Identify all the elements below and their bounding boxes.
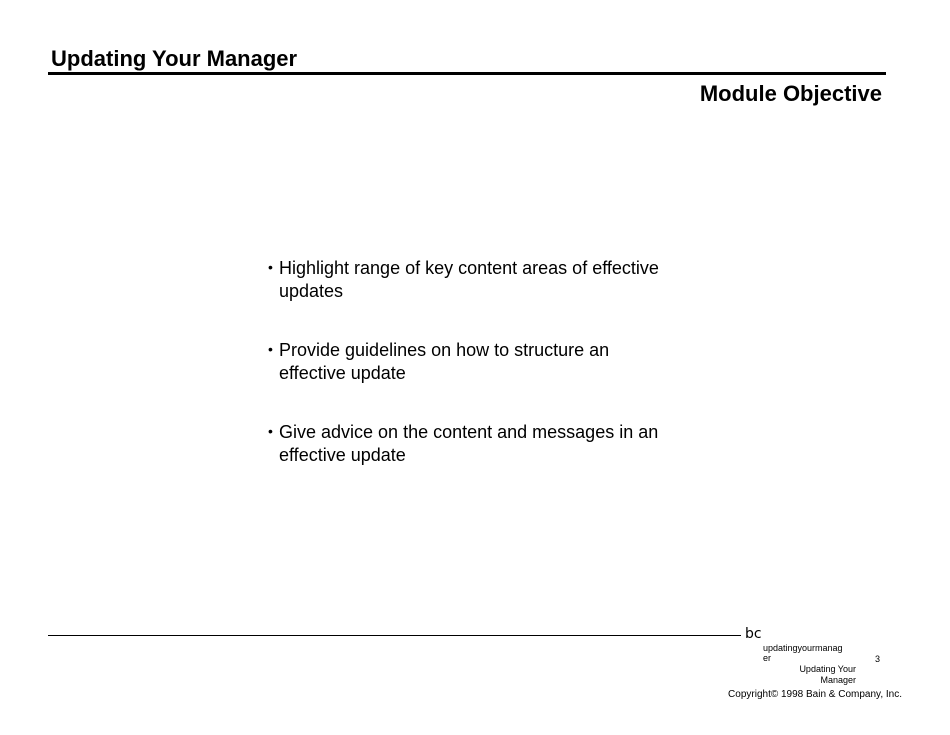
bullet-icon: • xyxy=(268,259,273,275)
section-title: Module Objective xyxy=(699,81,882,106)
copyright-notice: Copyright© 1998 Bain & Company, Inc. xyxy=(728,689,902,700)
bullet-text: Give advice on the content and messages in an effective update xyxy=(279,422,659,465)
footer-subtitle: Updating Your Manager xyxy=(799,664,856,685)
objective-bullet-list xyxy=(268,257,668,503)
page-number: 3 xyxy=(875,654,881,664)
bullet-item xyxy=(268,339,668,385)
bullet-item xyxy=(268,257,668,303)
bullet-text: Provide guidelines on how to structure an effective update xyxy=(279,340,610,383)
footer-mark: bc xyxy=(745,626,762,642)
footer-divider xyxy=(48,635,741,636)
footer-file-name: updatingyourmanager xyxy=(763,643,843,663)
bullet-item xyxy=(268,421,668,467)
bullet-icon: • xyxy=(268,423,273,439)
bullet-text: Highlight range of key content areas of effective updates xyxy=(279,258,659,301)
slide-title: Updating Your Manager xyxy=(51,46,298,71)
title-divider xyxy=(48,72,886,75)
bullet-icon: • xyxy=(268,341,273,357)
